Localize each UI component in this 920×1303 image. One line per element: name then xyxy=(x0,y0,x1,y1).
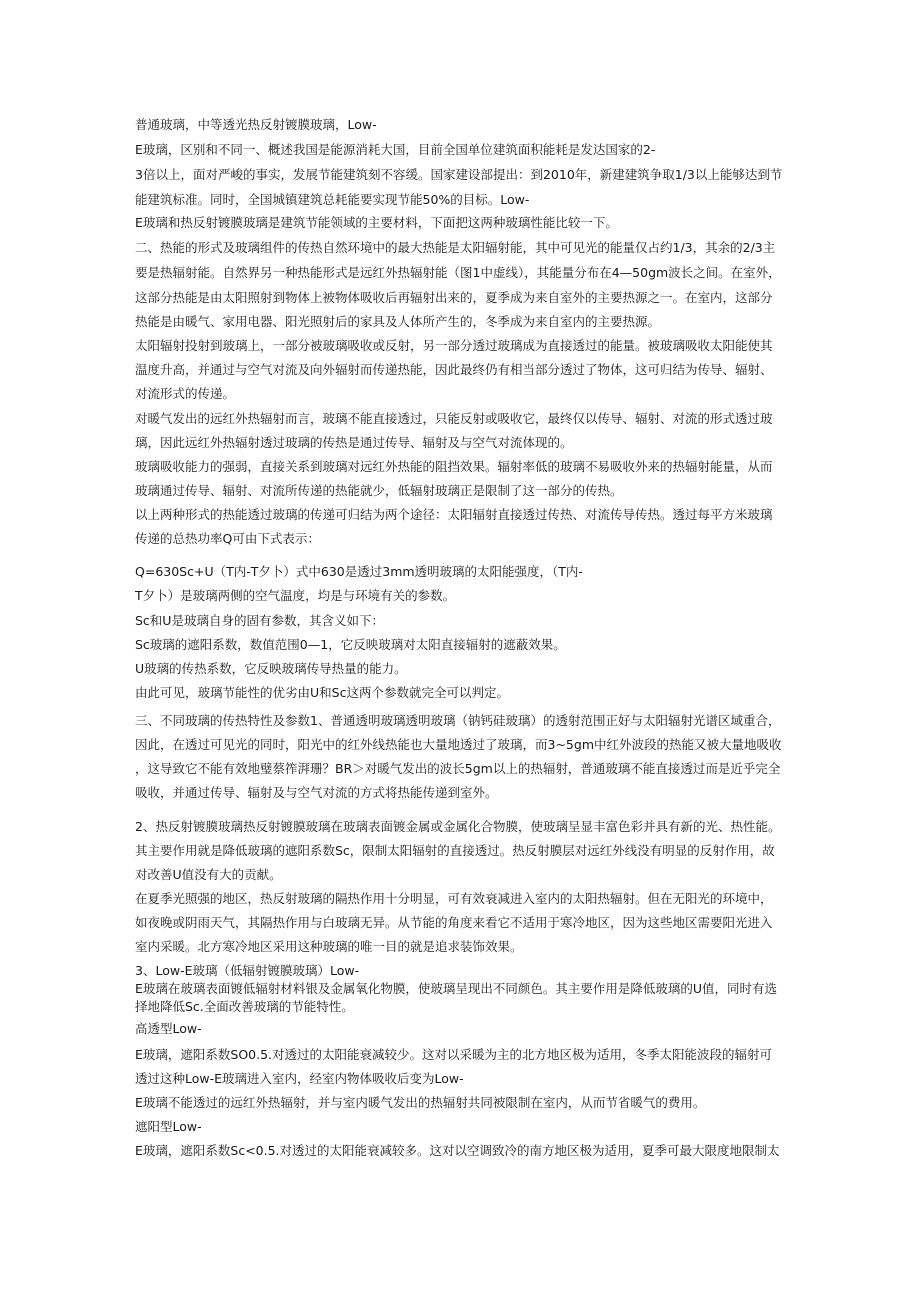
text-line: 这部分热能是由太阳照射到物体上被物体吸收后再辐射出来的，夏季成为来自室外的主要热源之一。在室内，这部分 xyxy=(135,290,773,305)
text-line: 因此，在透过可见光的同时，阳光中的红外线热能也大量地透过了玻璃，而3~5gm中红外波段的热能又被大量地吸收 xyxy=(135,737,782,752)
text-line: U玻璃的传热系数，它反映玻璃传导热量的能力。 xyxy=(135,661,407,676)
text-line: E玻璃，遮阳系数Sc<0.5.对透过的太阳能衰减较多。这对以空调致冷的南方地区极为适用，夏季可最大限度地限制太 xyxy=(135,1143,780,1158)
text-line: 高透型Low- xyxy=(135,1021,202,1036)
text-line: 3、Low-E玻璃（低辐射镀膜玻璃）Low- xyxy=(135,963,360,978)
text-line: 其主要作用就是降低玻璃的遮阳系数Sc，限制太阳辐射的直接透过。热反射膜层对远红外线没有明显的反射作用，故 xyxy=(135,843,775,858)
text-line: 玻璃吸收能力的强弱，直接关系到玻璃对远红外热能的阻挡效果。辐射率低的玻璃不易吸收外来的热辐射能量，从而 xyxy=(135,459,773,474)
text-line: 要是热辐射能。自然界另一种热能形式是远红外热辐射能（图1中虚线），其能量分布在4—50gm波长之间。在室外， xyxy=(135,265,781,280)
text-line: 温度升高，并通过与空气对流及向外辐射而传递热能，因此最终仍有相当部分透过了物体，这可归结为传导、辐射、 xyxy=(135,362,773,377)
text-line: 遮阳型Low- xyxy=(135,1119,202,1134)
text-line: 3倍以上，面对严峻的事实，发展节能建筑刻不容缓。国家建设部提出：到2010年，新建建筑争取1/3以上能够达到节 xyxy=(135,167,783,182)
text-line: 二、热能的形式及玻璃组件的传热自然环境中的最大热能是太阳辐射能，其中可见光的能量仅占约1/3，其余的2/3主 xyxy=(135,240,776,255)
text-line: 以上两种形式的热能透过玻璃的传递可归结为两个途径：太阳辐射直接透过传热、对流传导传热。透过每平方米玻璃 xyxy=(135,507,773,522)
text-line: E玻璃不能透过的远红外热辐射，并与室内暖气发出的热辐射共同被限制在室内，从而节省暖气的费用。 xyxy=(135,1095,706,1110)
text-line: 三、不同玻璃的传热特性及参数1、普通透明玻璃透明玻璃（钠钙硅玻璃）的透射范围正好与太阳辐射光谱区域重合， xyxy=(135,713,781,728)
text-line: 对暖气发出的远红外热辐射而言，玻璃不能直接透过，只能反射或吸收它，最终仅以传导、辐射、对流的形式透过玻 xyxy=(135,411,773,426)
text-line: 热能是由暖气、家用电器、阳光照射后的家具及人体所产生的，冬季成为来自室内的主要热源。 xyxy=(135,314,661,329)
text-line: 室内采暖。北方寒冷地区采用这种玻璃的唯一目的就是追求装饰效果。 xyxy=(135,939,523,954)
text-line: 对改善U值没有大的贡献。 xyxy=(135,867,282,882)
text-line: 对流形式的传递。 xyxy=(135,386,236,401)
text-line: E玻璃，区别和不同一、概述我国是能源消耗大国，目前全国单位建筑面积能耗是发达国家的2- xyxy=(135,142,656,157)
text-line: 2、热反射镀膜玻璃热反射镀膜玻璃在玻璃表面镀金属或金属化合物膜，使玻璃呈显丰富色彩并具有新的光、热性能。 xyxy=(135,819,781,834)
text-line: ，这导致它不能有效地璧蔡筰湃珊？BR＞对暖气发出的波长5gm以上的热辐射，普通玻璃不能直接透过而是近乎完全 xyxy=(135,761,781,776)
text-line: 吸收，并通过传导、辐射及与空气对流的方式将热能传递到室外。 xyxy=(135,785,498,800)
text-line: 在夏季光照强的地区，热反射玻璃的隔热作用十分明显，可有效衰减进入室内的太阳热辐射。但在无阳光的环境中， xyxy=(135,891,773,906)
text-line: E玻璃和热反射镀膜玻璃是建筑节能领域的主要材料，下面把这两种玻璃性能比较一下。 xyxy=(135,215,618,230)
text-line: 择地降低Sc.全面改善玻璃的节能特性。 xyxy=(135,999,354,1014)
text-line: E玻璃，遮阳系数SO0.5.对透过的太阳能衰减较少。这对以采暖为主的北方地区极为适用，冬季太阳能波段的辐射可 xyxy=(135,1047,773,1062)
text-line: Sc和U是玻璃自身的固有参数，其含义如下： xyxy=(135,613,384,628)
text-line: 如夜晚或阴雨天气，其隔热作用与白玻璃无异。从节能的角度来看它不适用于寒冷地区，因为这些地区需要阳光进入 xyxy=(135,915,773,930)
text-line: 传递的总热功率Q可由下式表示： xyxy=(135,531,320,546)
text-line: Sc玻璃的遮阳系数，数值范围0—1，它反映玻璃对太阳直接辐射的遮蔽效果。 xyxy=(135,637,566,652)
text-line: 璃，因此远红外热辐射透过玻璃的传热是通过传导、辐射及与空气对流体现的。 xyxy=(135,435,573,450)
text-line: 普通玻璃，中等透光热反射镀膜玻璃，Low- xyxy=(135,117,377,132)
text-line: 玻璃通过传导、辐射、对流所传递的热能就少，低辐射玻璃正是限制了这一部分的传热。 xyxy=(135,483,623,498)
text-line: 由此可见，玻璃节能性的优劣由U和Sc这两个参数就完全可以判定。 xyxy=(135,685,509,700)
text-line: E玻璃在玻璃表面镀低辐射材料银及金属氧化物膜，使玻璃呈现出不同颜色。其主要作用是降低玻璃的U值，同时有选 xyxy=(135,981,778,996)
text-line: Q=630Sc+U（T内-T夕卜）式中630是透过3mm透明玻璃的太阳能强度，（T内- xyxy=(135,564,583,579)
text-line: 透过这种Low-E玻璃进入室内，经室内物体吸收后变为Low- xyxy=(135,1071,464,1086)
text-line: 能建筑标准。同时，全国城镇建筑总耗能要实现节能50%的目标。Low- xyxy=(135,192,530,207)
text-line: 太阳辐射投射到玻璃上，一部分被玻璃吸收或反射，另一部分透过玻璃成为直接透过的能量。被玻璃吸收太阳能使其 xyxy=(135,338,773,353)
text-line: T夕卜）是玻璃两侧的空气温度，均是与环境有关的参数。 xyxy=(135,588,456,603)
